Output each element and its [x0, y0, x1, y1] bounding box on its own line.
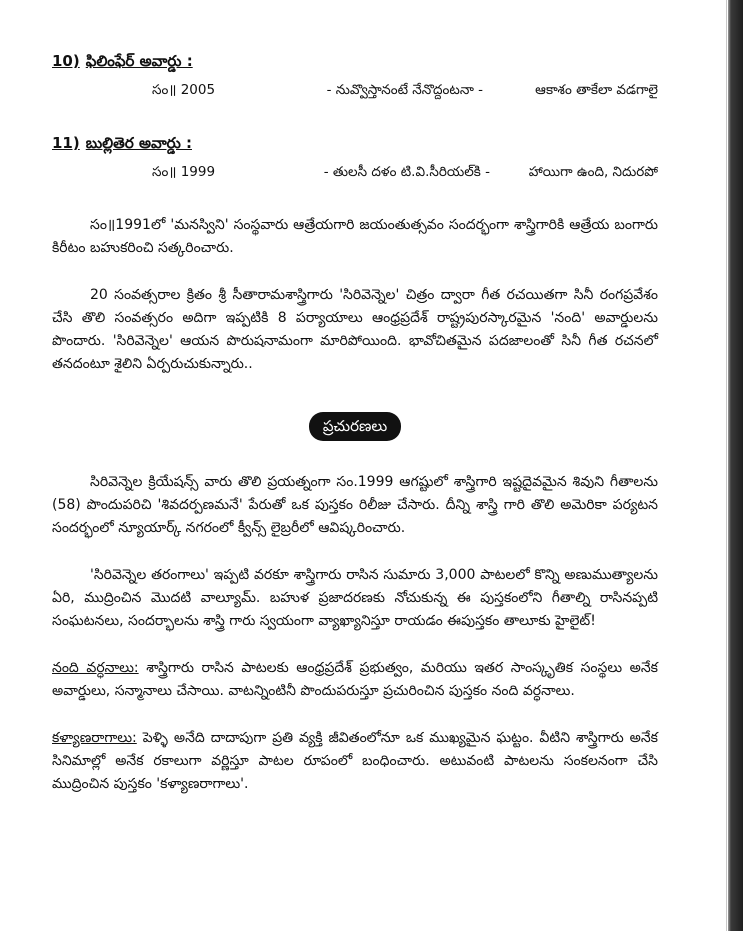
section-number: 10) — [52, 52, 80, 70]
kalyanaragalu-text: పెళ్ళి అనేది దాదాపుగా ప్రతి వ్యక్తి జీవితంలోనూ ఒక ముఖ్యమైన ఘట్టం. వీటిని శాస్త్రిగారు అనేక సినిమాల్లో అనేక రకాలుగా వర్ణిస్తూ పాటల రూపంలో బంధించారు. అటువంటి పాటలను సంకలనంగా చేసి ముద్రించిన పుస్తకం 'కళ్యాణరాగాలు'. — [52, 730, 658, 792]
section-number: 11) — [52, 134, 80, 152]
paragraph-nandi-awards: 20 సంవత్సరాల క్రితం శ్రీ సీతారామశాస్త్రిగారు 'సిరివెన్నెల' చిత్రం ద్వారా గీత రచయితగా సినీ రంగప్రవేశం చేసి తొలి సంవత్సరం అదిగా ఇప్పటికి 8 పర్యాయాలు ఆంధ్రప్రదేశ్ రాష్ట్రపురస్కారమైన 'నంది' అవార్డులను పొందారు. 'సిరివెన్నెల' ఆయన పొరుషనామంగా మారిపోయింది. భావోచితమైన పదజాలంతో సినీ గీత రచనలో తనదంటూ శైలిని ఏర్పరుచుకున్నారు.. — [52, 287, 658, 372]
page-edge-border — [728, 0, 743, 931]
paragraph-tarangalu: 'సిరివెన్నెల తరంగాలు' ఇప్పటి వరకూ శాస్త్రిగారు రాసిన సుమారు 3,000 పాటలలో కొన్ని అణుముత్యాలను ఏరి, ముద్రించిన మొదటి వాల్యూమ్. బహుళ ప్రజాదరణకు నోచుకున్న ఈ పుస్తకంలోని గీతాల్ని రాసినప్పటి సంఘటనలు, సందర్భాలను శాస్త్రి గారు స్వయంగా వ్యాఖ్యానిస్తూ రాయడం ఈపుస్తకం తాలూకు హైలైట్! — [52, 567, 658, 629]
filmfare-award-heading — [52, 50, 658, 73]
award-film: - నువ్వొస్తానంటే నేనొద్దంటనా - — [326, 82, 484, 98]
paragraph-crown-award: సం॥1991లో 'మనస్విని' సంస్థవారు ఆత్రేయగారి జయంతుత్సవం సందర్భంగా శాస్త్రిగారికి ఆత్రేయ బంగారు కిరీటం బహుకరించి సత్కరించారు. — [52, 217, 658, 256]
award-year: సం॥ 1999 — [152, 164, 216, 180]
nandi-vardhanalu-text: శాస్త్రిగారు రాసిన పాటలకు ఆంధ్రప్రదేశ్ ప్రభుత్వం, మరియు ఇతర సాంస్కృతిక సంస్థలు అనేక అవార్డులు, సన్మానాలు చేసాయి. వాటన్నింటినీ పొందుపరుస్తూ ప్రచురించిన పుస్తకం నంది వర్ధనాలు. — [52, 660, 658, 699]
award-year: సం॥ 2005 — [152, 82, 216, 98]
small-screen-award-heading — [52, 132, 658, 155]
document-content — [52, 50, 658, 796]
publications-pill: ప్రచురణలు — [309, 412, 401, 441]
kalyanaragalu-label: కళ్యాణరాగాలు: — [52, 730, 137, 746]
small-screen-award-row — [152, 161, 658, 184]
award-film: - తులసీ దళం టి.వి.సీరియల్‌కి - — [323, 164, 490, 180]
award-song: హాయిగా ఉంది, నిదురపో — [528, 164, 658, 180]
section-title: ఫిలింఫేర్ అవార్డు : — [85, 52, 193, 70]
paragraph-shivadarpanam: సిరివెన్నెల క్రియేషన్స్ వారు తొలి ప్రయత్నంగా సం.1999 ఆగష్టులో శాస్త్రిగారి ఇష్టదైవమైన శివుని గీతాలను (58) పొందుపరిచి 'శివదర్పణమనే' పేరుతో ఒక పుస్తకం రిలీజు చేసారు. దీన్ని శాస్త్రి గారి తొలి అమెరికా పర్యటన సందర్భంలో న్యూయార్క్ నగరంలో క్వీన్స్ లైబ్రరీలో ఆవిష్కరించారు. — [52, 474, 658, 536]
nandi-vardhanalu-label: నంది వర్ధనాలు: — [52, 660, 139, 676]
award-song: ఆకాశం తాకేలా వడగాలై — [535, 82, 658, 98]
filmfare-award-row — [152, 79, 658, 102]
section-title: బుల్లితెర అవార్డు : — [85, 134, 192, 152]
paragraph-nandi-vardhanalu — [52, 657, 658, 703]
paragraph-kalyanaragalu — [52, 727, 658, 796]
publications-heading — [52, 412, 658, 441]
